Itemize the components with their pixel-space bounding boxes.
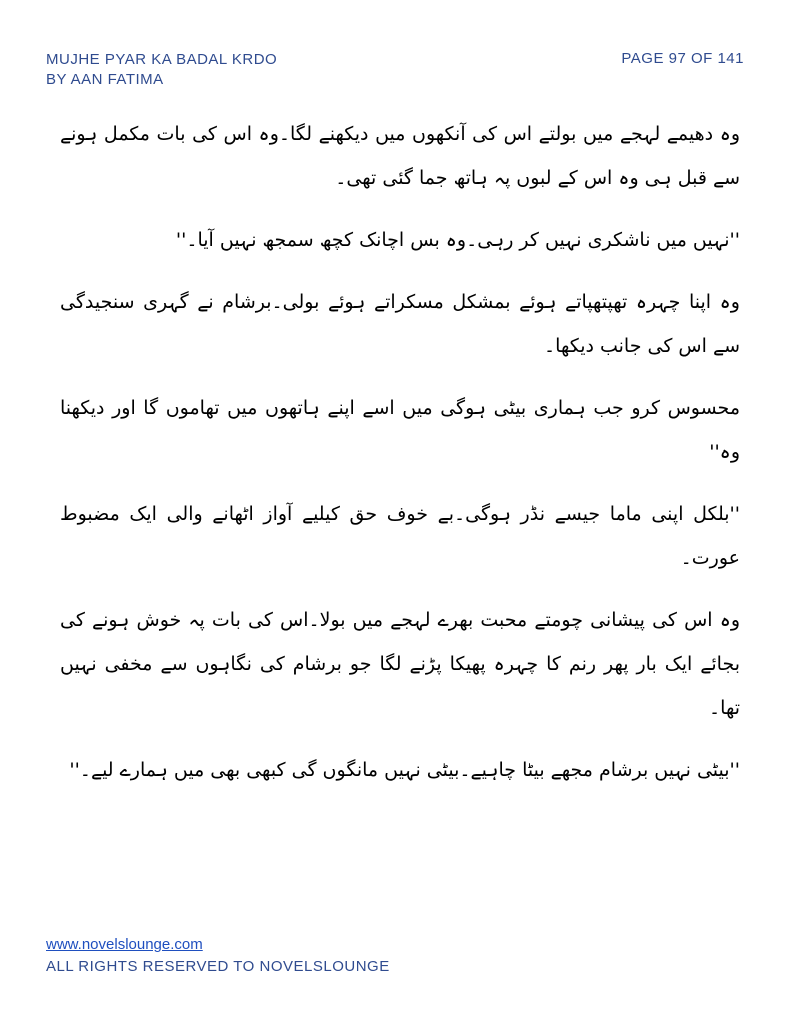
paragraph: ''بلکل اپنی ماما جیسے نڈر ہوگی۔بے خوف حق کیلیے آواز اٹھانے والی ایک مضبوط عورت۔ [60,503,740,569]
website-link[interactable]: www.novelslounge.com [46,936,203,953]
paragraph: محسوس کرو جب ہماری بیٹی ہوگی میں اسے اپنے ہاتھوں میں تھاموں گا اور دیکھنا وہ'' [60,397,740,463]
novel-author: BY AAN FATIMA [46,71,164,88]
paragraph: وہ اس کی پیشانی چومتے محبت بھرے لہجے میں بولا۔اس کی بات پہ خوش ہونے کی بجائے ایک بار پھر رنم کا چہرہ پھیکا پڑنے لگا جو برشام کی نگاہوں سے مخفی نہیں تھا۔ [60,609,740,719]
novel-title: MUJHE PYAR KA BADAL KRDO [46,51,278,68]
paragraph: ''نہیں میں ناشکری نہیں کر رہی۔وہ بس اچانک کچھ سمجھ نہیں آیا۔'' [175,229,740,251]
page-indicator: PAGE 97 OF 141 [621,50,744,67]
paragraph: وہ اپنا چہرہ تھپتھپاتے ہوئے بمشکل مسکراتے ہوئے بولی۔برشام نے گہری سنجیدگی سے اس کی جانب دیکھا۔ [60,291,740,357]
paragraph: ''بیٹی نہیں برشام مجھے بیٹا چاہیے۔بیٹی نہیں مانگوں گی کبھی بھی میں ہمارے لیے۔'' [69,759,740,781]
paragraph: وہ دھیمے لہجے میں بولتے اس کی آنکھوں میں دیکھنے لگا۔وہ اس کی بات مکمل ہونے سے قبل ہی وہ اس کے لبوں پہ ہاتھ جما گئی تھی۔ [60,123,740,189]
document-header [46,50,277,90]
novel-body [60,112,740,810]
copyright-notice: ALL RIGHTS RESERVED TO NOVELSLOUNGE [46,958,390,975]
